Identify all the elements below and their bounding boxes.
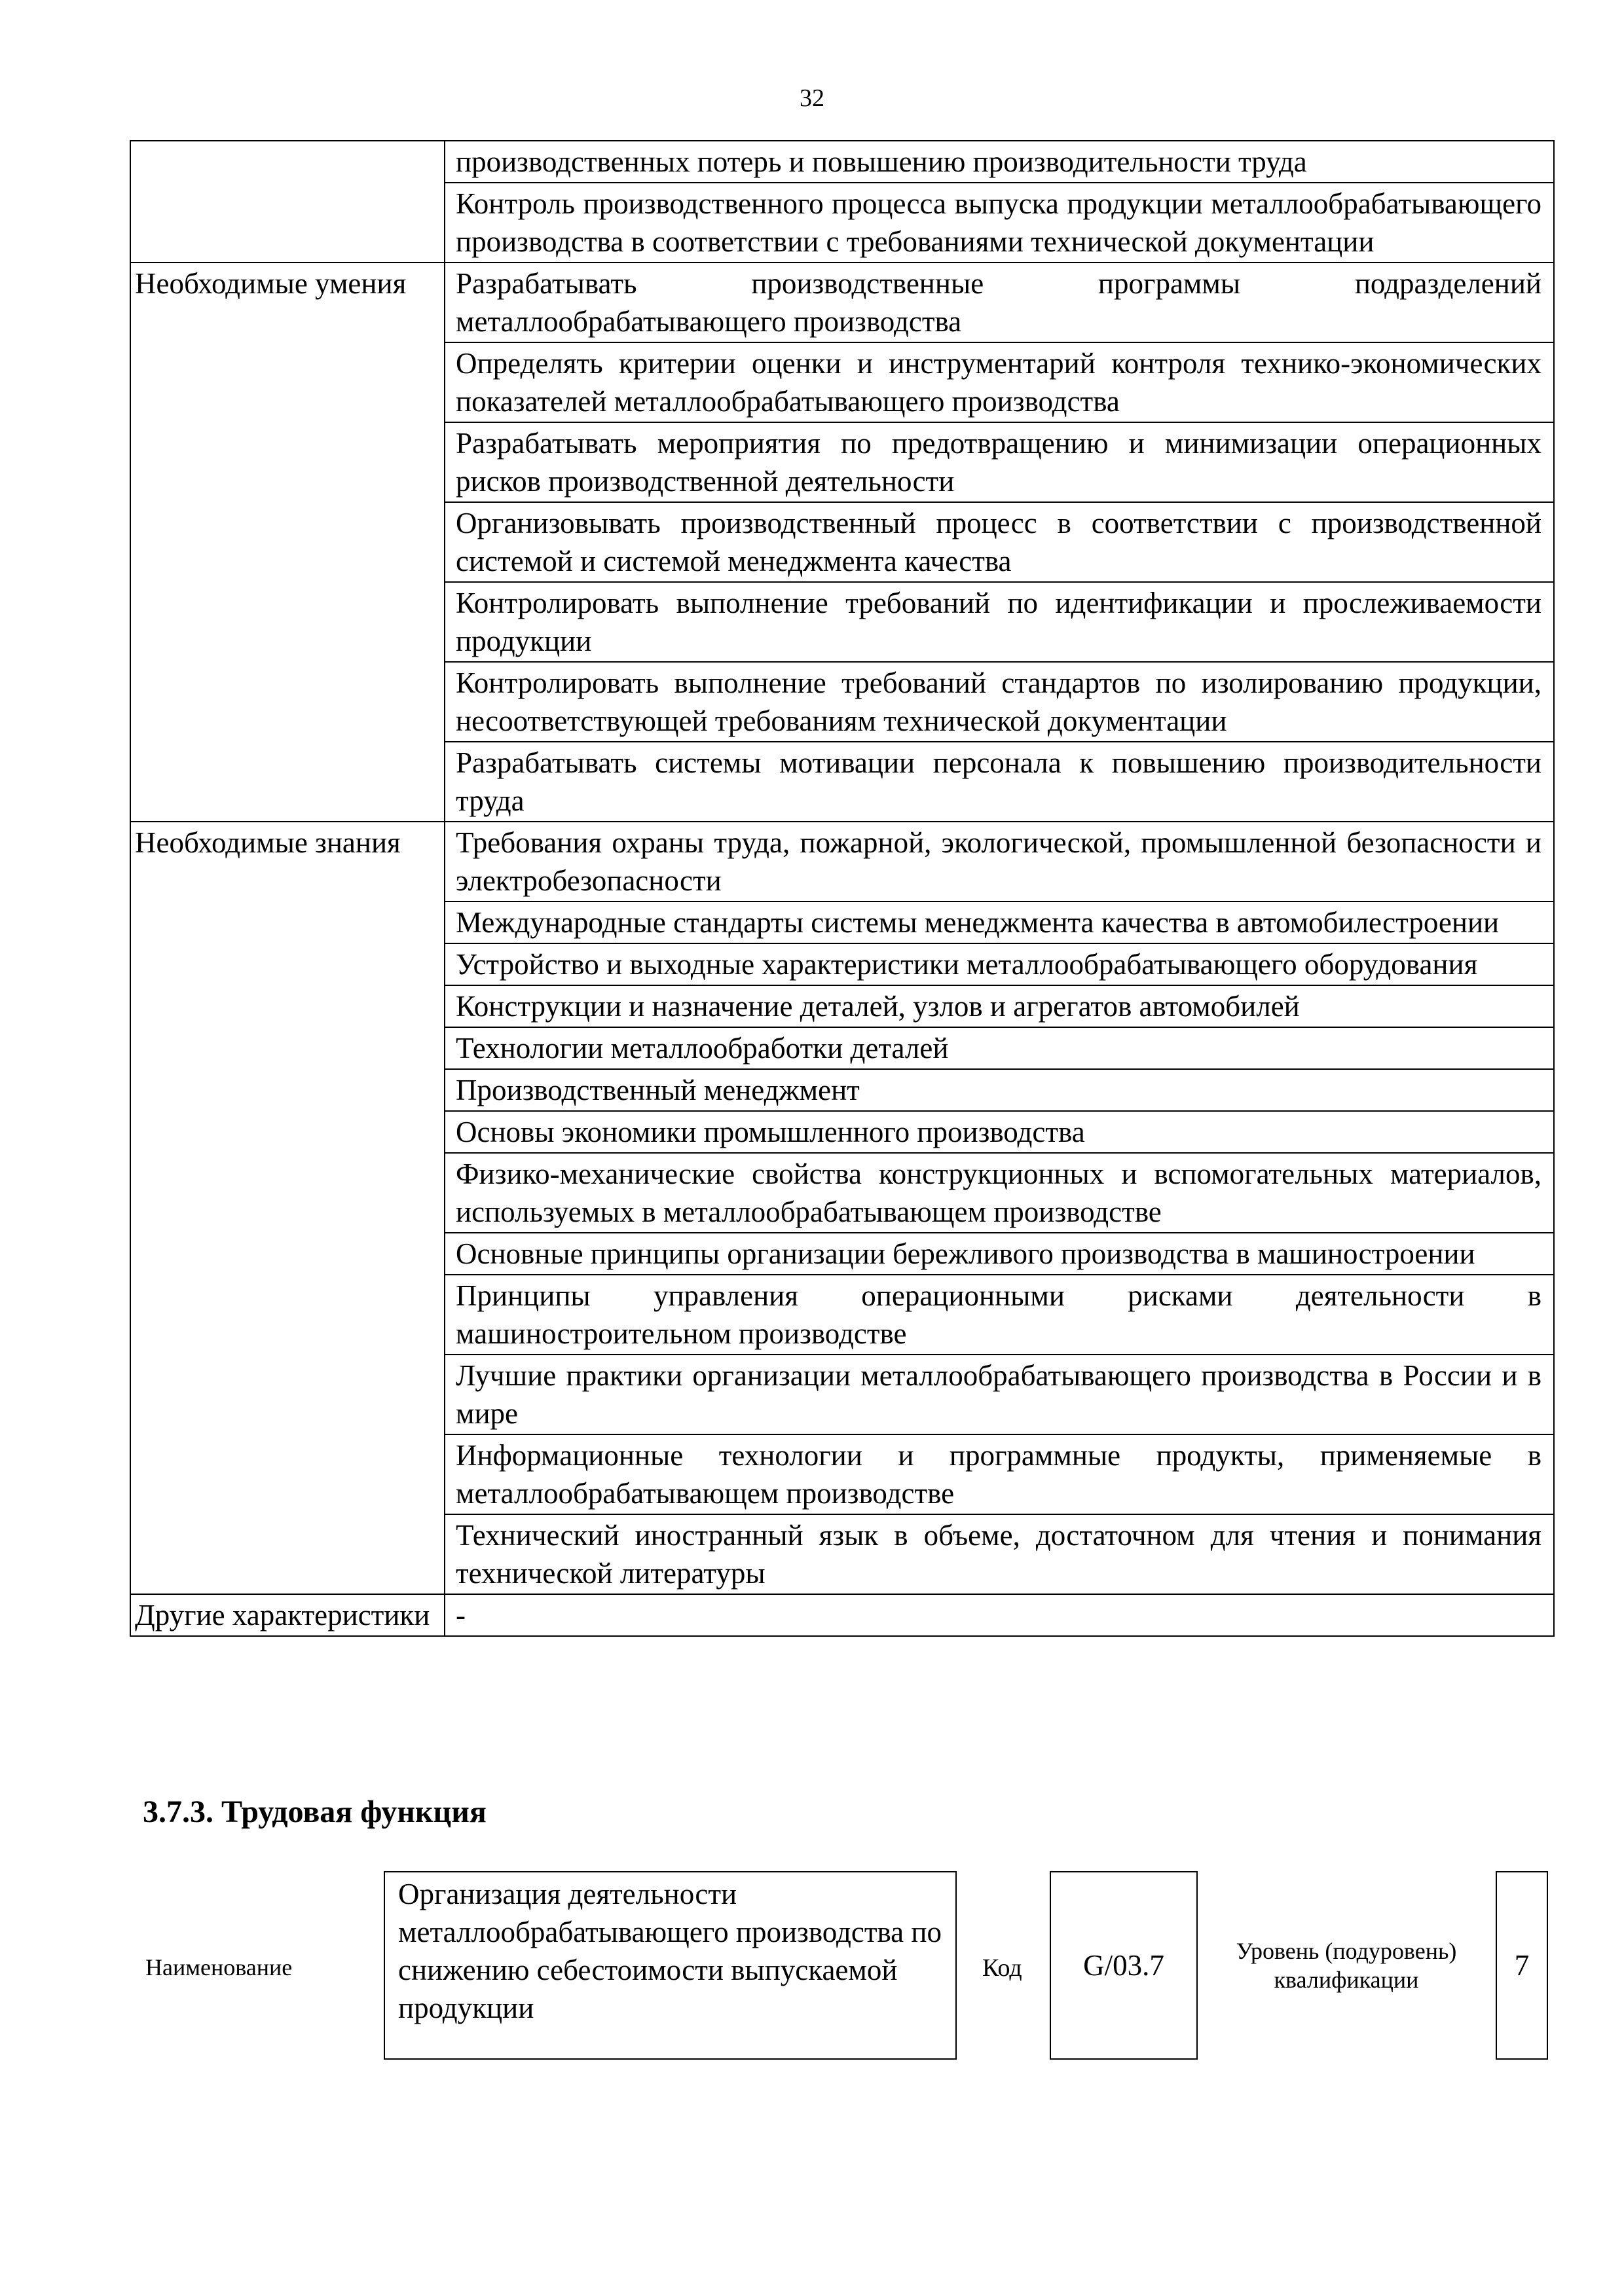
- table-row: [130, 342, 1554, 422]
- knowledge-cell: Требования охраны труда, пожарной, экологической, промышленной безопасности и электробезопасности: [445, 822, 1554, 902]
- table-row: [130, 822, 1554, 902]
- table-row: [130, 1514, 1554, 1594]
- table-row: [130, 1355, 1554, 1434]
- actions-label-cell-continued: [130, 183, 445, 263]
- knowledge-cell: Информационные технологии и программные продукты, применяемые в металлообрабатывающем производстве: [445, 1434, 1554, 1514]
- table-row: [130, 985, 1554, 1027]
- knowledge-cell: Основы экономики промышленного производства: [445, 1111, 1554, 1153]
- knowledge-cell: Принципы управления операционными рисками деятельности в машиностроительном производстве: [445, 1275, 1554, 1355]
- table-row: [130, 502, 1554, 582]
- knowledge-cell: Конструкции и назначение деталей, узлов и агрегатов автомобилей: [445, 985, 1554, 1027]
- skill-cell: Разрабатывать системы мотивации персонала к повышению производительности труда: [445, 742, 1554, 822]
- table-row: [130, 1111, 1554, 1153]
- knowledge-cell: Устройство и выходные характеристики металлообрабатывающего оборудования: [445, 943, 1554, 985]
- skill-cell: Определять критерии оценки и инструментарий контроля технико-экономических показателей металлообрабатывающего производства: [445, 342, 1554, 422]
- function-code-box: G/03.7: [1050, 1871, 1198, 2060]
- table-row: [130, 902, 1554, 943]
- table-row: [130, 943, 1554, 985]
- table-row: [130, 141, 1554, 183]
- page-number: 32: [800, 84, 824, 112]
- function-name-box: Организация деятельности металлообрабатывающего производства по снижению себестоимости выпускаемой продукции: [384, 1871, 957, 2060]
- skill-cell: Разрабатывать производственные программы подразделений металлообрабатывающего производства: [445, 263, 1554, 342]
- action-cell: производственных потерь и повышению производительности труда: [445, 141, 1554, 183]
- knowledge-label: Необходимые знания: [130, 822, 445, 902]
- skill-cell: Контролировать выполнение требований стандартов по изолированию продукции, несоответствующей требованиям технической документации: [445, 662, 1554, 742]
- table-row: [130, 1594, 1554, 1636]
- qualification-level-label: Уровень (подуровень) квалификации: [1236, 1938, 1457, 1993]
- knowledge-cell: Лучшие практики организации металлообрабатывающего производства в России и в мире: [445, 1355, 1554, 1434]
- table-row: [130, 183, 1554, 263]
- table-row: [130, 582, 1554, 662]
- name-label: Наименование: [145, 1954, 293, 1980]
- table-row: [130, 1069, 1554, 1111]
- qualification-level-box: 7: [1496, 1871, 1548, 2060]
- table-row: [130, 263, 1554, 342]
- table-row: [130, 1434, 1554, 1514]
- table-row: [130, 1275, 1554, 1355]
- skill-cell: Организовывать производственный процесс в соответствии с производственной системой и системой менеджмента качества: [445, 502, 1554, 582]
- knowledge-cell: Технический иностранный язык в объеме, достаточном для чтения и понимания технической литературы: [445, 1514, 1554, 1594]
- action-cell: Контроль производственного процесса выпуска продукции металлообрабатывающего производства в соответствии с требованиями технической документации: [445, 183, 1554, 263]
- table-row: [130, 1153, 1554, 1233]
- knowledge-cell: Основные принципы организации бережливого производства в машиностроении: [445, 1233, 1554, 1275]
- knowledge-cell: Технологии металлообработки деталей: [445, 1027, 1554, 1069]
- table-row: [130, 422, 1554, 502]
- actions-label-cell: [130, 141, 445, 183]
- knowledge-cell: Физико-механические свойства конструкционных и вспомогательных материалов, используемых в металлообрабатывающем производстве: [445, 1153, 1554, 1233]
- knowledge-cell: Производственный менеджмент: [445, 1069, 1554, 1111]
- skill-cell: Контролировать выполнение требований по идентификации и прослеживаемости продукции: [445, 582, 1554, 662]
- other-characteristics-value: -: [445, 1594, 1554, 1636]
- table-row: [130, 1027, 1554, 1069]
- skills-label: Необходимые умения: [130, 263, 445, 342]
- table-row: [130, 1233, 1554, 1275]
- table-row: [130, 662, 1554, 742]
- section-heading: 3.7.3. Трудовая функция: [143, 1795, 487, 1829]
- code-label: Код: [982, 1954, 1022, 1982]
- table-row: [130, 742, 1554, 822]
- other-characteristics-label: Другие характеристики: [130, 1594, 445, 1636]
- skill-cell: Разрабатывать мероприятия по предотвращению и минимизации операционных рисков производственной деятельности: [445, 422, 1554, 502]
- labor-function-table: [130, 140, 1555, 1637]
- knowledge-cell: Международные стандарты системы менеджмента качества в автомобилестроении: [445, 902, 1554, 943]
